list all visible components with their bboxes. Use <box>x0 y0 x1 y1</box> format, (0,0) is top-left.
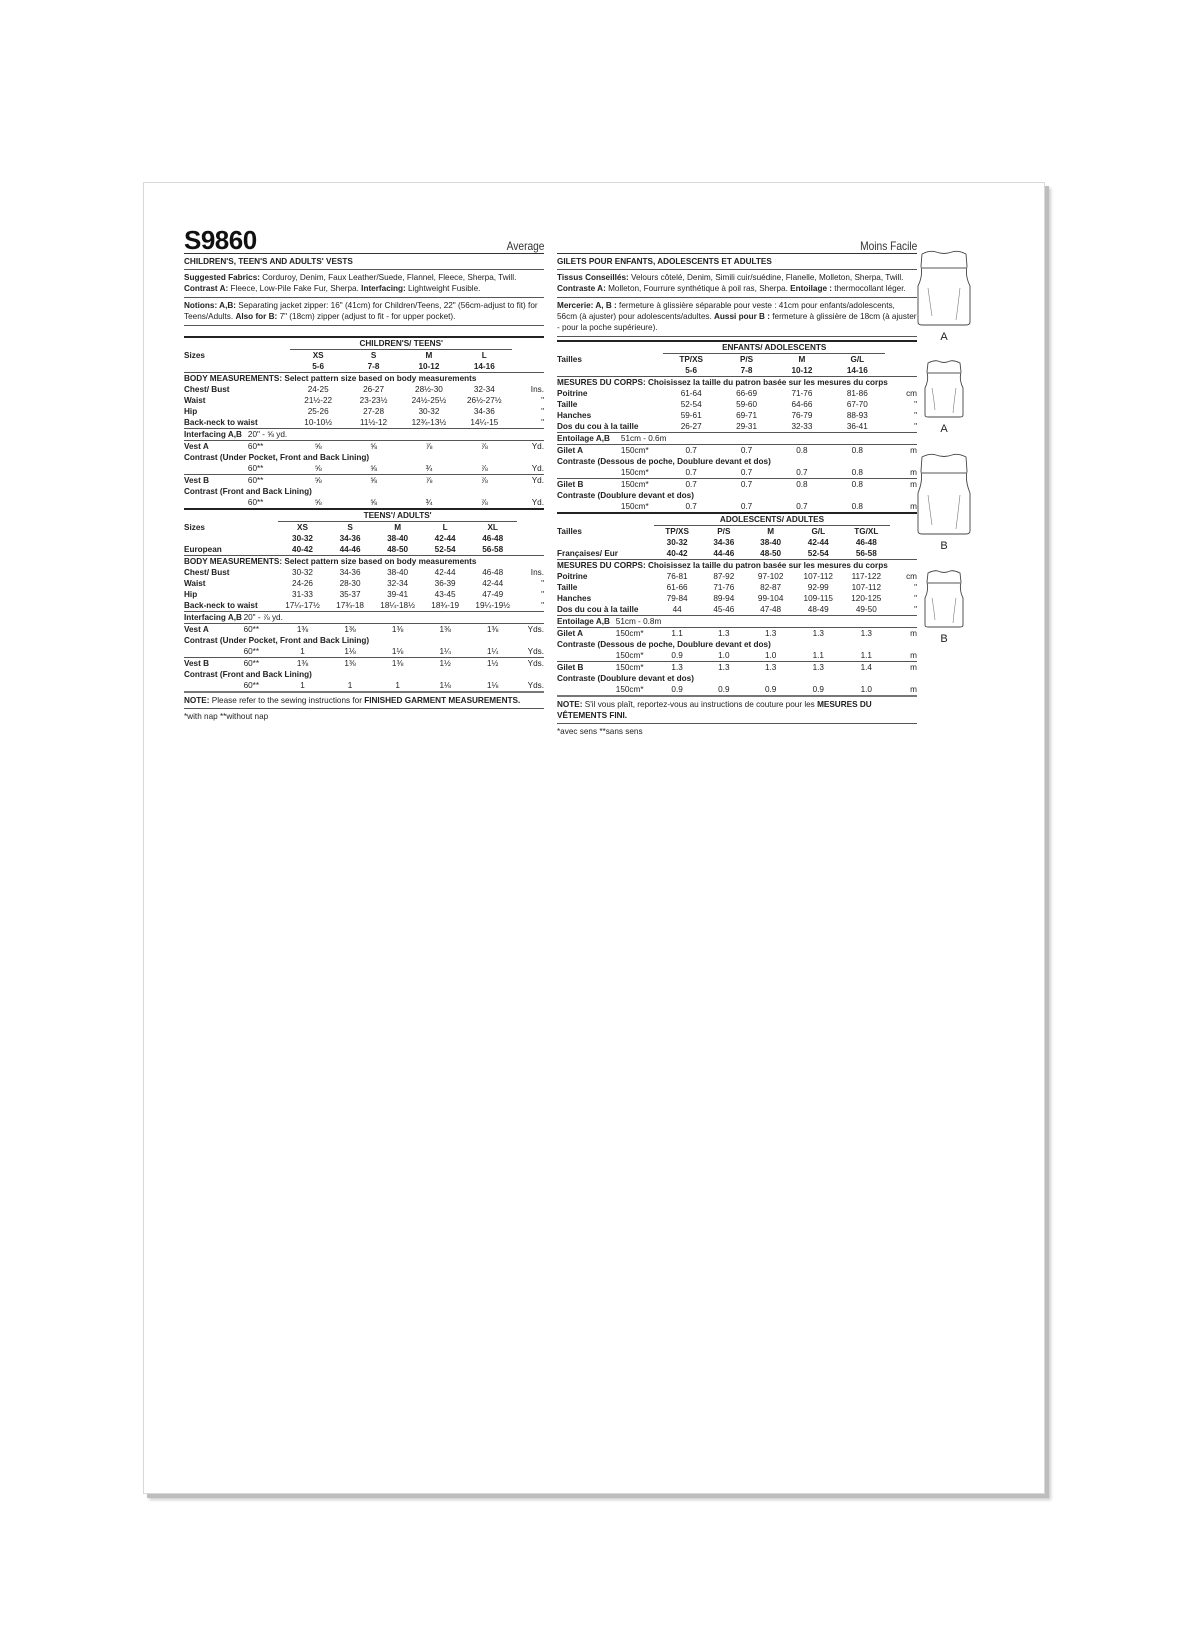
vest-back-icon <box>922 358 966 420</box>
suggested-fabrics: Suggested Fabrics: Corduroy, Denim, Faux Leather/Suede, Flannel, Fleece, Sherpa, Twill. Contrast A: Fleece, Low-Pile Fake Fur, Sherpa. Interfacing: Lightweight Fusible. <box>184 270 544 298</box>
difficulty-level: Average <box>506 239 544 253</box>
note-finished-measurements: NOTE: Please refer to the sewing instructions for FINISHED GARMENT MEASUREMENTS. <box>184 691 544 709</box>
pattern-code: S9860 <box>184 225 257 255</box>
size-table-teens-adults-fr: ADOLESCENTS/ ADULTES Tailles TP/XS P/S M G/L TG/XL 30-32 34-36 38-40 42-44 46-48 Françaises/ Eur 40-42 44-46 48-50 52-54 56-58 MESURES DU CORPS: Choisissez la taille du patron basée sur les mesures du corps Poitrine 76-81 87-92 97-102 107-112 117-122 cm Taille 61-66 71-76 82-87 92-99 107-112 " Hanches 79-84 89-94 99-104 109-115 120-125 " Dos du cou à la taille 44 45-46 47-48 48-49 49-50 " Entoilage A,B 51cm - 0.8m Gilet A 150cm* 1.1 1.3 1.3 1.3 1.3 m Contraste (Dessous de poche, Doublure devant et dos) 150cm* 0.9 1.0 1.0 1.1 1.1 m Gilet B 150cm* 1.3 1.3 1.3 1.3 1.4 m Contraste (Doublure devant et dos) 150cm* 0.9 0.9 0.9 0.9 1.0 m <box>557 515 917 694</box>
notions-fr: Mercerie: A, B : fermeture à glissière séparable pour veste : 41cm pour enfants/adolescents, 56cm (à ajuster) pour adolescents/adultes. Aussi pour B : fermeture à glissière de 18cm (à ajuster - pour la poche supérieure). <box>557 298 917 337</box>
vest-back-icon <box>914 248 974 328</box>
footnote-fr: *avec sens **sans sens <box>557 727 643 736</box>
suggested-fabrics-fr: Tissus Conseillés: Velours côtelé, Denim, Simili cuir/suédine, Flanelle, Molleton, Sherpa, Twill. Contraste A: Molleton, Fourrure synthétique à poil ras, Sherpa. Entoilage : thermocollant léger. <box>557 270 917 298</box>
pattern-envelope-back <box>143 182 1045 1494</box>
notions: Notions: A,B: Separating jacket zipper: 16" (41cm) for Children/Teens, 22" (56cm-adjust to fit) for Teens/Adults. Also for B: 7" (18cm) zipper (adjust to fit - for upper pocket). <box>184 298 544 326</box>
size-table-children-fr: ENFANTS/ ADOLESCENTS Tailles TP/XS P/S M G/L 5-6 7-8 10-12 14-16 MESURES DU CORPS: Choisissez la taille du patron basée sur les mesures du corps Poitrine 61-64 66-69 71-76 81-86 cm Taille 52-54 59-60 64-66 67-70 " Hanches 59-61 69-71 76-79 88-93 " Dos du cou à la taille 26-27 29-31 32-33 36-41 " Entoilage A,B 51cm - 0.6m Gilet A 150cm* 0.7 0.7 0.8 0.8 m Contraste (Dessous de poche, Doublure devant et dos) 150cm* 0.7 0.7 0.7 0.8 m Gilet B 150cm* 0.7 0.7 0.8 0.8 m Contraste (Doublure devant et dos) 150cm* 0.7 0.7 0.7 0.8 m <box>557 343 917 511</box>
vest-b-small-drawing: B <box>914 568 974 645</box>
header-fr <box>557 223 917 254</box>
footnote: *with nap **without nap <box>184 712 269 721</box>
english-column <box>184 223 544 722</box>
french-column <box>557 223 917 737</box>
vest-back-icon <box>922 568 966 630</box>
vest-b-large-drawing: B <box>914 451 974 552</box>
size-table-children: CHILDREN'S/ TEENS' Sizes XS S M L 5-6 7-8 10-12 14-16 BODY MEASUREMENTS: Select pattern size based on body measurements Chest/ Bust 24-25 26-27 28½-30 32-34 Ins. Waist 21½-22 23-23½ 24½-25½ 26½-27½ " Hip 25-26 27-28 30-32 34-36 " Back-neck to waist 10-10½ 11½-12 12¾-13½ 14¼-15 " Interfacing A,B 20" - ⅝ yd. Vest A 60** ⅝ ⅝ ⅞ ⅞ Yd. Contrast (Under Pocket, Front and Back Lining) 60** ⅝ ⅝ ¾ ⅞ Yd. Vest B 60** ⅝ ⅝ ⅞ ⅞ Yd. Contrast (Front and Back Lining) 60** ⅝ ⅝ ¾ ⅞ Yd. <box>184 339 544 507</box>
vest-back-icon <box>914 451 974 537</box>
header-en <box>184 223 544 254</box>
vest-a-small-drawing: A <box>914 358 974 435</box>
size-table-teens-adults: TEENS'/ ADULTS' Sizes XS S M L XL 30-32 34-36 38-40 42-44 46-48 European 40-42 44-46 48-50 52-54 56-58 BODY MEASUREMENTS: Select pattern size based on body measurements Chest/ Bust 30-32 34-36 38-40 42-44 46-48 Ins. Waist 24-26 28-30 32-34 36-39 42-44 " Hip 31-33 35-37 39-41 43-45 47-49 " Back-neck to waist 17¼-17½ 17¾-18 18¼-18½ 18¾-19 19¼-19½ " Interfacing A,B 20" - ⅞ yd. Vest A 60** 1⅜ 1⅜ 1⅜ 1⅜ 1⅜ Yds. Contrast (Under Pocket, Front and Back Lining) 60** 1 1⅛ 1⅛ 1¼ 1¼ Yds. Vest B 60** 1⅜ 1⅜ 1⅜ 1½ 1½ Yds. Contrast (Front and Back Lining) 60** 1 1 1 1⅛ 1⅛ Yds. <box>184 511 544 690</box>
note-finished-measurements-fr: NOTE: S'il vous plaît, reportez-vous au instructions de couture pour les MESURES DU VÊTEMENTS FINI. <box>557 695 917 724</box>
pattern-title: CHILDREN'S, TEEN'S AND ADULTS' VESTS <box>184 254 544 270</box>
vest-a-large-drawing: A <box>914 248 974 343</box>
pattern-title-fr: GILETS POUR ENFANTS, ADOLESCENTS ET ADULTES <box>557 254 917 270</box>
difficulty-level-fr: Moins Facile <box>859 239 917 253</box>
